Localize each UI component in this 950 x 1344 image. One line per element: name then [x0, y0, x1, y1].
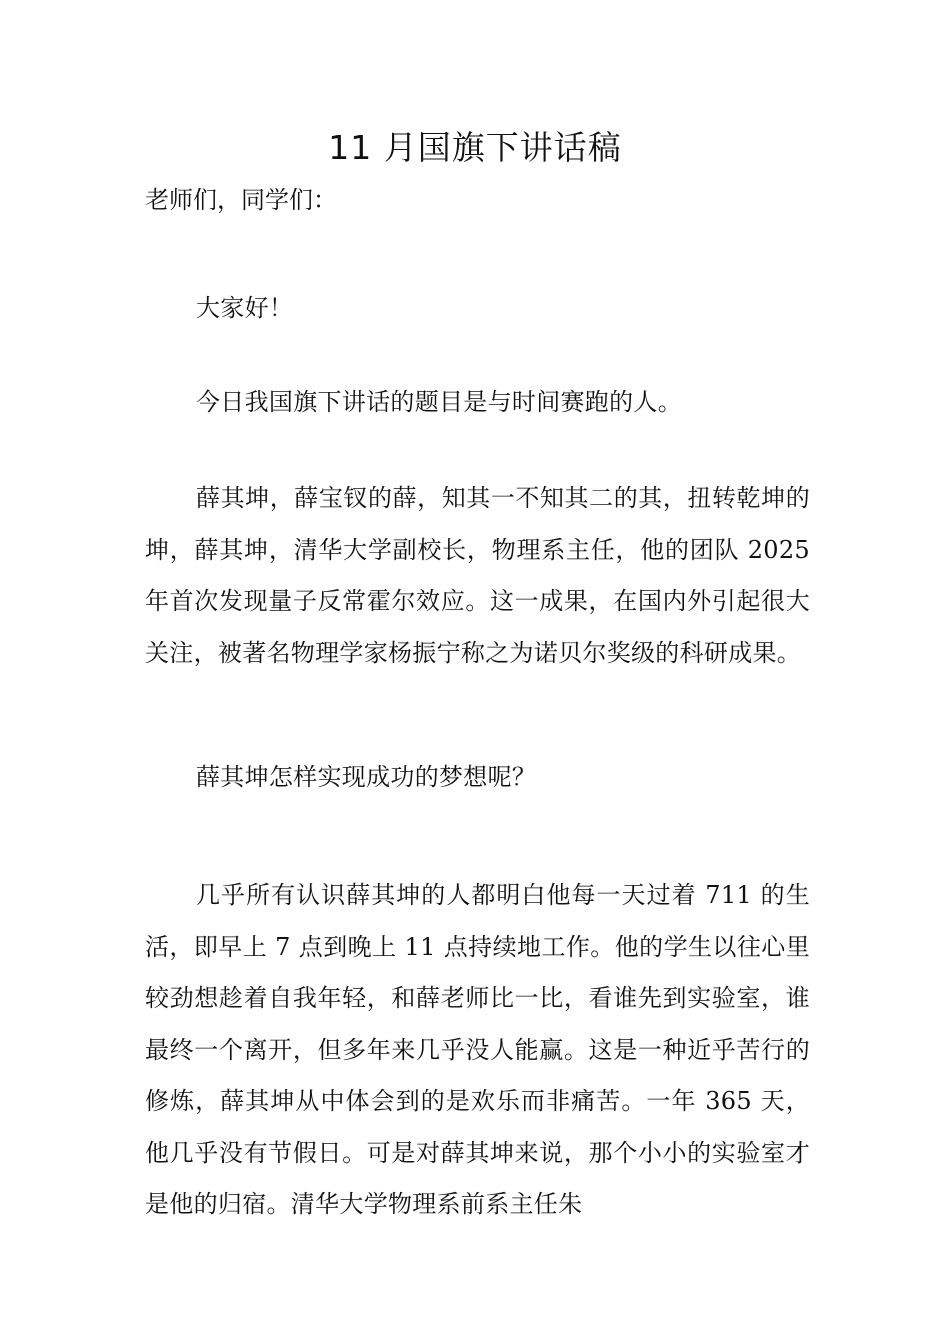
paragraph-work-habits: 几乎所有认识薛其坤的人都明白他每一天过着 711 的生活，即早上 7 点到晚上 11 点持续地工作。他的学生以往心里较劲想趁着自我年轻，和薛老师比一比，看谁先到实验室，谁最终一个离开，但多年来几乎没人能赢。这是一种近乎苦行的修炼，薛其坤从中体会到的是欢乐而非痛苦。一年 365 天，他几乎没有节假日。可是对薛其坤来说，那个小小的实验室才是他的归宿。清华大学物理系前系主任朱 [145, 881, 810, 1218]
paragraph-introduction: 薛其坤，薛宝钗的薛，知其一不知其二的其，扭转乾坤的坤，薛其坤，清华大学副校长，物理系主任，他的团队 2025 年首次发现量子反常霍尔效应。这一成果，在国内外引起很大关注，被著名物理学家杨振宁称之为诺贝尔奖级的科研成果。 [145, 484, 810, 667]
greeting-line: 老师们，同学们： [145, 186, 337, 214]
document-title: 11 月国旗下讲话稿 [328, 128, 622, 167]
paragraph-question: 薛其坤怎样实现成功的梦想呢？ [196, 763, 537, 791]
paragraph-topic: 今日我国旗下讲话的题目是与时间赛跑的人。 [196, 388, 682, 416]
paragraph-hello: 大家好！ [196, 294, 294, 322]
